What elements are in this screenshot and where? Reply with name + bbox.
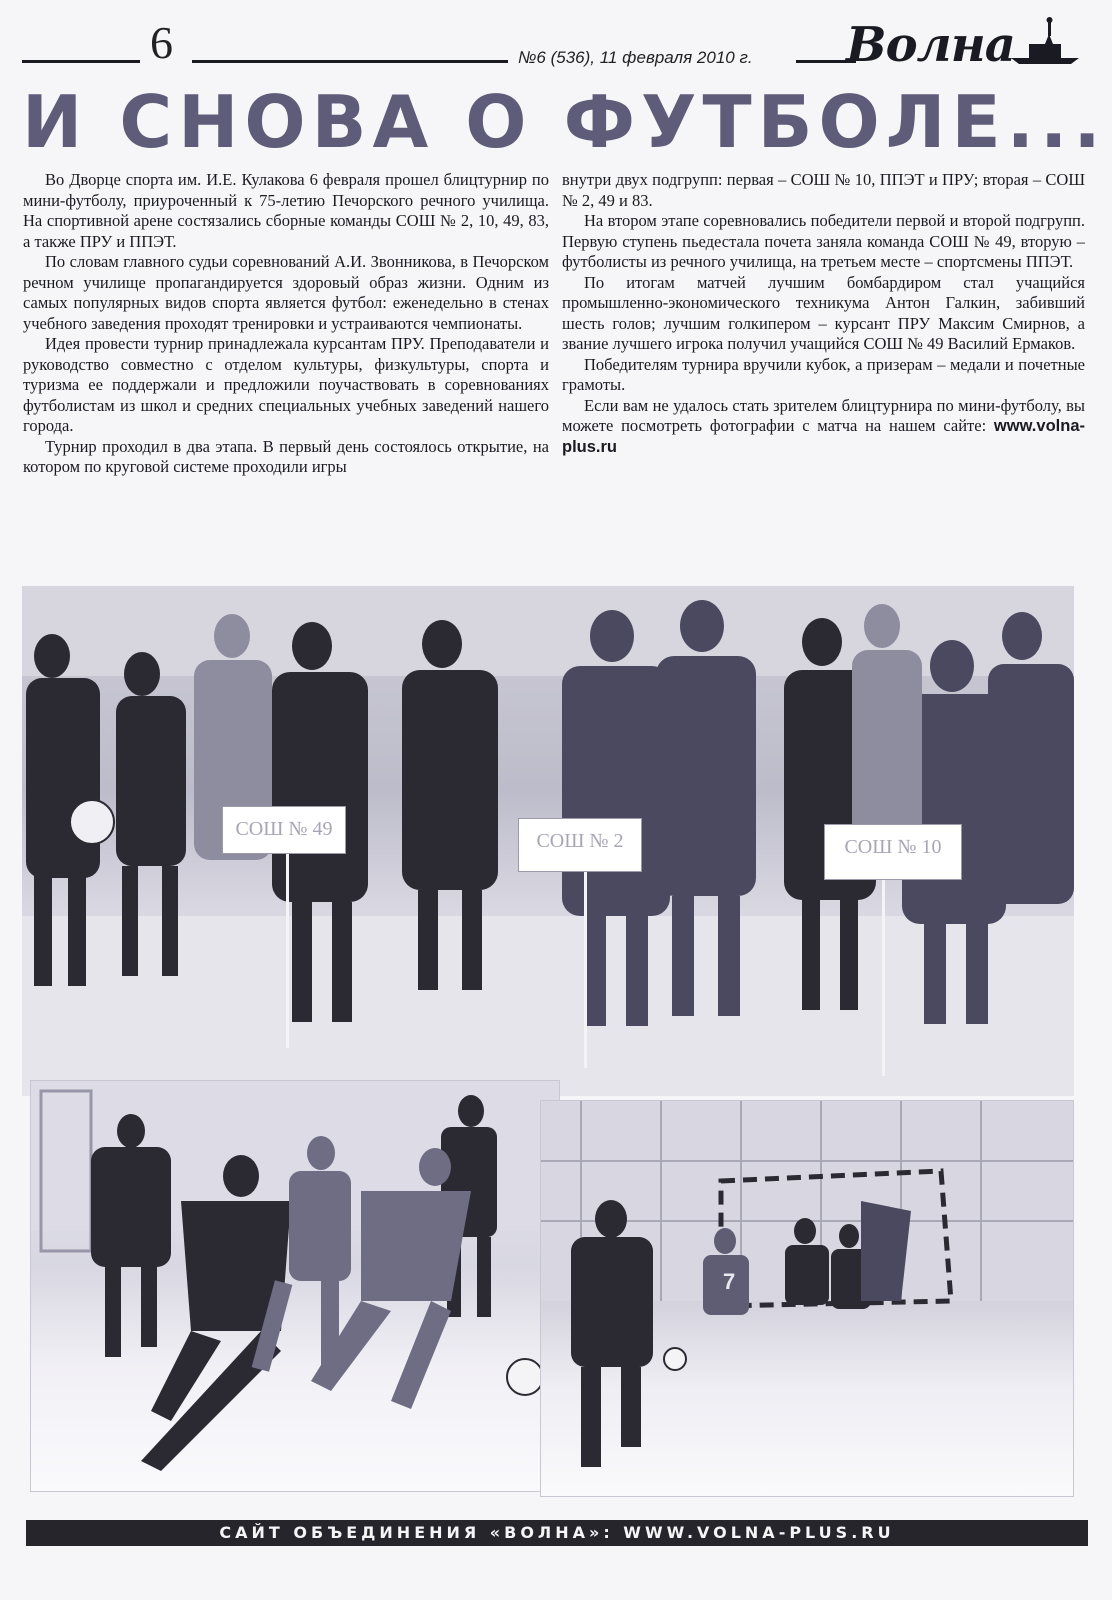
article-column-left	[23, 170, 549, 478]
jersey-number: 7	[723, 1269, 736, 1294]
logo-text: Волна	[846, 17, 1015, 73]
team-sign-49: СОШ № 49	[222, 806, 346, 854]
header-rule-mid	[192, 60, 508, 63]
article-title: И СНОВА О ФУТБОЛЕ...	[22, 80, 1107, 164]
article-column-right	[562, 170, 1085, 457]
paragraph-text: Если вам не удалось стать зрителем блицтурнира по мини-футболу, вы можете посмотреть фотографии с матча на нашем сайте:	[562, 395, 1085, 435]
boat-icon	[1005, 14, 1085, 68]
site-link[interactable]: www.volna-plus.ru	[562, 417, 1085, 456]
paragraph: Турнир проходил в два этапа. В первый день состоялось открытие, на котором по круговой системе проходили игры	[23, 436, 549, 476]
issue-info: №6 (536), 11 февраля 2010 г.	[518, 48, 753, 67]
paragraph: Победителям турнира вручили кубок, а призерам – медали и почетные грамоты.	[562, 354, 1085, 394]
newspaper-logo	[840, 14, 1090, 73]
goal-action	[541, 1101, 1073, 1496]
paragraph-last	[562, 396, 1085, 458]
match-action-photo-right	[540, 1100, 1074, 1497]
paragraph: На втором этапе соревновались победители первой и второй подгрупп. Первую ступень пьедестала почета заняла команда СОШ № 49, вторую – футболисты из речного училища, на третьем месте – спортсмены ППЭТ.	[562, 211, 1085, 271]
paragraph: По итогам матчей лучшим бомбардиром стал учащийся промышленно-экономического техникума Антон Галкин, забивший шесть голов; лучшим голкипером – курсант ПРУ Максим Смирнов, а звание лучшего игрока получил учащийся СОШ № 49 Василий Ермаков.	[562, 272, 1085, 353]
paragraph: По словам главного судьи соревнований А.И. Звонникова, в Печорском речном училище пропагандируется здоровый образ жизни. Одним из самых популярных видов спорта является футбол: еженедельно в стенах учебного заведения проходят тренировки и устраиваются чемпионаты.	[23, 252, 549, 333]
team-lineup-photo	[22, 586, 1074, 1096]
paragraph: Идея провести турнир принадлежала курсантам ПРУ. Преподаватели и руководство совместно с отделом культуры, физкультуры, спорта и туризма ее поддержали и предложили поучаствовать в соревнованиях футболистам из школ и средних специальных учебных заведений нашего города.	[23, 334, 549, 435]
page-number: 6	[150, 17, 173, 68]
players-in-action	[31, 1081, 559, 1491]
team-sign-10: СОШ № 10	[824, 824, 962, 880]
header-rule-left	[22, 60, 140, 63]
match-action-photo-left	[30, 1080, 560, 1492]
footer-banner: САЙТ ОБЪЕДИНЕНИЯ «ВОЛНА»: WWW.VOLNA-PLUS.RU	[26, 1520, 1088, 1546]
paragraph-continuation: внутри двух подгрупп: первая – СОШ № 10, ППЭТ и ПРУ; вторая – СОШ № 2, 49 и 83.	[562, 170, 1085, 210]
team-sign-2: СОШ № 2	[518, 818, 642, 872]
paragraph: Во Дворце спорта им. И.Е. Кулакова 6 февраля прошел блицтурнир по мини-футболу, приуроченный к 75-летию Печорского речного училища. На спортивной арене состязались сборные команды СОШ № 2, 10, 49, 83, а также ПРУ и ППЭТ.	[23, 170, 549, 251]
